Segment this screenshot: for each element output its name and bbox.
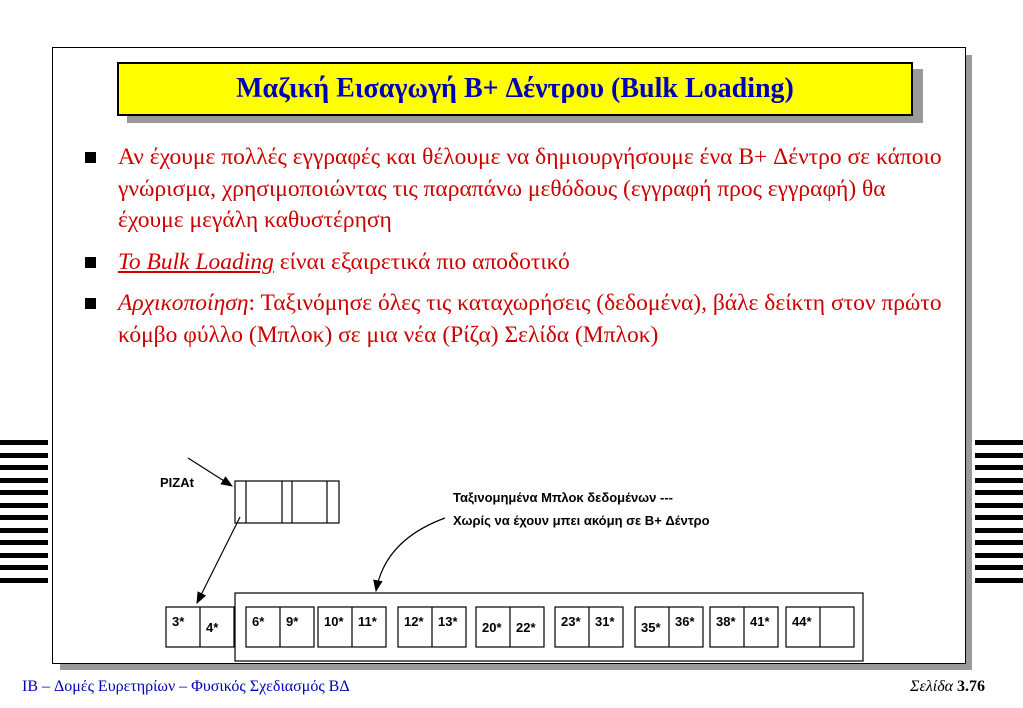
- leaf-entry: 31*: [595, 614, 615, 629]
- leaf-entry: 10*: [324, 614, 344, 629]
- leaf-entry: 11*: [358, 614, 377, 629]
- leaf-page: [710, 607, 778, 647]
- leaf-entry: 36*: [675, 614, 695, 629]
- slide-title: Μαζική Εισαγωγή B+ Δέντρου (Bulk Loading): [236, 73, 794, 104]
- bullet-text: είναι εξαιρετικά πιο αποδοτικό: [273, 248, 570, 275]
- bullet-term: Αρχικοποίηση: [118, 290, 249, 316]
- leaf-entry: 9*: [286, 614, 299, 629]
- root-pointer-arrow: [188, 458, 232, 486]
- leaf-entry: 13*: [438, 614, 458, 629]
- leaf-entry: 12*: [404, 614, 424, 629]
- bullet-text: : Ταξινόμησε όλες τις καταχωρήσεις (δεδομένα), βάλε δείκτη στον πρώτο κόμβο φύλλο (Μπλοκ) σε μια νέα (Ρίζα) Σελίδα (Μπλοκ): [118, 290, 942, 348]
- leaf-entry: 44*: [792, 614, 812, 629]
- note-line-2: Χωρίς να έχουν μπει ακόμη σε B+ Δέντρο: [453, 513, 710, 528]
- leaf-page: [318, 607, 386, 647]
- bulk-loading-link[interactable]: To Bulk Loading: [118, 248, 274, 275]
- leaf-entry: 23*: [561, 614, 581, 629]
- leaf-entry: 6*: [252, 614, 265, 629]
- leaf-entry: 35*: [641, 620, 661, 635]
- root-label: ΡΙΖΑt: [160, 475, 194, 490]
- root-to-leaf-arrow: [197, 517, 240, 603]
- leaf-entry: 4*: [206, 620, 219, 635]
- note-curved-arrow: [376, 518, 445, 591]
- leaf-entry: 20*: [482, 620, 502, 635]
- leaf-page: [166, 607, 234, 647]
- leaf-page: [398, 607, 466, 647]
- footer-course-title: IB – Δομές Ευρετηρίων – Φυσικός Σχεδιασμός ΒΔ: [22, 678, 350, 695]
- root-page: [235, 481, 339, 523]
- leaf-entry: 22*: [516, 620, 536, 635]
- leaf-page: [635, 607, 703, 647]
- bullet-text: Αν έχουμε πολλές εγγραφές και θέλουμε να δημιουργήσουμε ένα B+ Δέντρο σε κάποιο γνώρισμα, χρησιμοποιώντας τις παραπάνω μεθόδους (εγγραφή προς εγγραφή) θα έχουμε μεγάλη καθυστέρηση: [118, 144, 942, 233]
- leaf-entry: 3*: [172, 614, 185, 629]
- note-line-1: Ταξινομημένα Μπλοκ δεδομένων ---: [453, 490, 673, 505]
- leaf-entry: 41*: [750, 614, 770, 629]
- footer-page: [910, 678, 985, 696]
- leaf-page: [555, 607, 623, 647]
- leaf-page: [786, 607, 854, 647]
- page-number: 3.76: [957, 678, 986, 695]
- page-label: Σελίδα: [910, 678, 954, 695]
- leaf-page: [246, 607, 314, 647]
- leaf-page: [476, 607, 544, 647]
- leaf-entry: 38*: [716, 614, 736, 629]
